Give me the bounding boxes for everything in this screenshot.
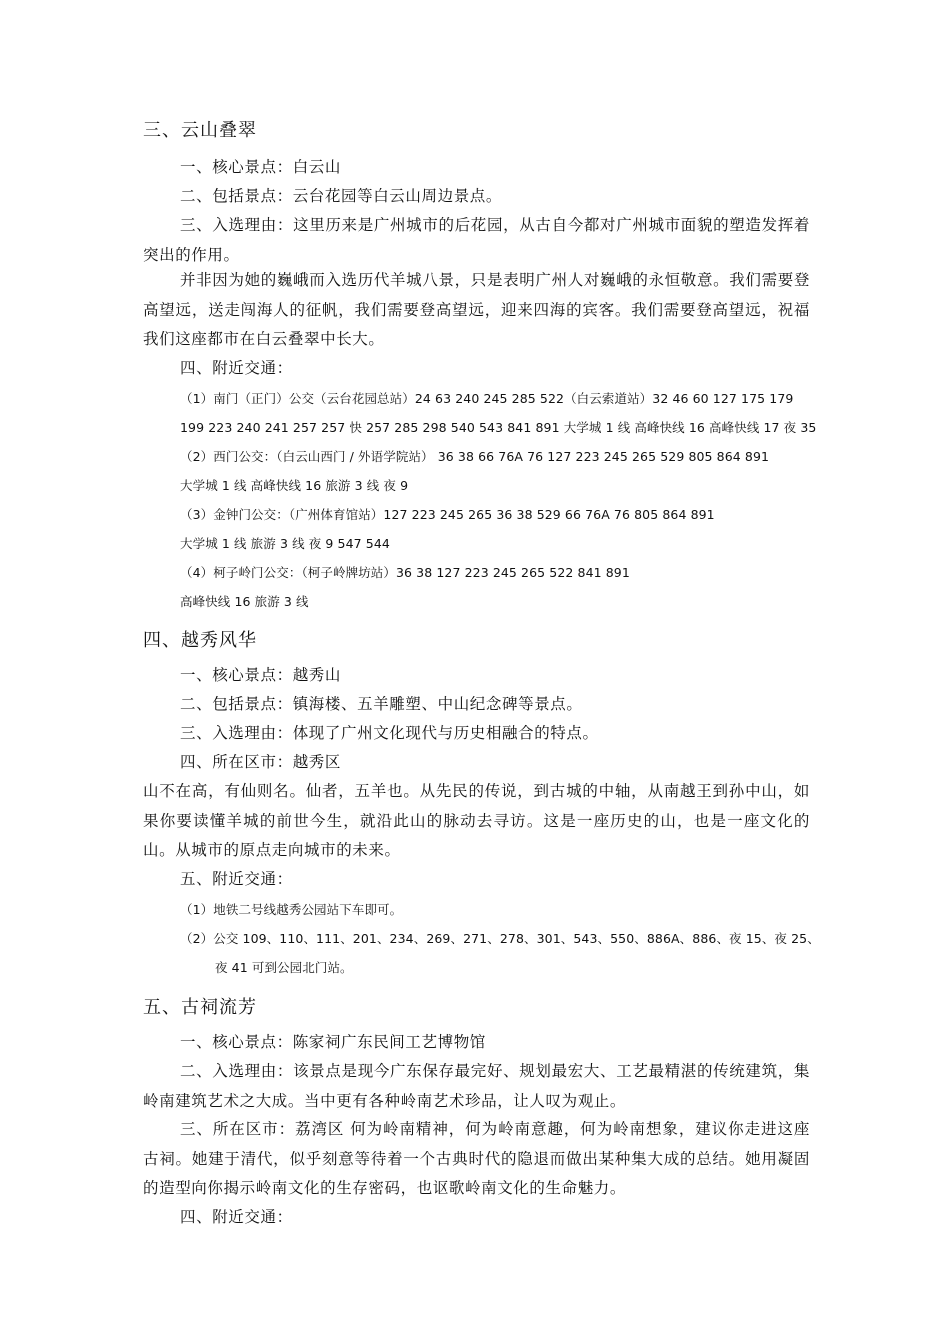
s3-traffic-line: （1）南门（正门）公交（云台花园总站）24 63 240 245 285 522（白云索道站）32 46 60 127 175 179 <box>180 391 794 406</box>
s3-traffic-line: 大学城 1 线 高峰快线 16 旅游 3 线 夜 9 <box>180 478 409 493</box>
s3-paragraph: 并非因为她的巍峨而入选历代羊城八景，只是表明广州人对巍峨的永恒敬意。我们需要登高望远，送走闯海人的征帆，我们需要登高望远，迎来四海的宾客。我们需要登高望远，祝福我们这座都市在白云叠翠中长大。 <box>143 271 810 348</box>
s3-traffic-line: （2）西门公交：（白云山西门 / 外语学院站） 36 38 66 76A 76 127 223 245 265 529 805 864 891 <box>180 449 770 464</box>
s4-include: 二、包括景点：镇海楼、五羊雕塑、中山纪念碑等景点。 <box>180 695 583 713</box>
s4-traffic-line: （1）地铁二号线越秀公园站下车即可。 <box>180 902 403 917</box>
s3-core: 一、核心景点：白云山 <box>180 158 342 176</box>
s3-traffic: 四、附近交通： <box>180 359 293 377</box>
s3-traffic-line: （3）金钟门公交：（广州体育馆站）127 223 245 265 36 38 529 66 76A 76 805 864 891 <box>180 507 715 522</box>
s4-traffic: 五、附近交通： <box>180 870 293 888</box>
s4-reason: 三、入选理由：体现了广州文化现代与历史相融合的特点。 <box>180 724 599 742</box>
s4-paragraph: 山不在高，有仙则名。仙者，五羊也。从先民的传说，到古城的中轴，从南越王到孙中山，如果你要读懂羊城的前世今生，就沿此山的脉动去寻访。这是一座历史的山，也是一座文化的山。从城市的原点走向城市的未来。 <box>143 782 810 859</box>
s3-traffic-line: 199 223 240 241 257 257 快 257 285 298 540 543 841 891 大学城 1 线 高峰快线 16 高峰快线 17 夜 35 <box>180 420 817 435</box>
s3-reason: 三、入选理由：这里历来是广州城市的后花园，从古自今都对广州城市面貌的塑造发挥着突出的作用。 <box>143 216 810 264</box>
s3-include: 二、包括景点：云台花园等白云山周边景点。 <box>180 187 503 205</box>
s5-district: 三、所在区市：荔湾区 何为岭南精神，何为岭南意趣，何为岭南想象，建议你走进这座古祠。她建于清代，似乎刻意等待着一个古典时代的隐退而做出某种集大成的总结。她用凝固的造型向你揭示岭南文化的生存密码，也讴歌岭南文化的生命魅力。 <box>143 1120 810 1197</box>
section-title-yunshan: 三、云山叠翠 <box>143 120 257 141</box>
s4-traffic-line: 夜 41 可到公园北门站。 <box>215 960 353 975</box>
s5-traffic: 四、附近交通： <box>180 1208 293 1226</box>
s4-core: 一、核心景点：越秀山 <box>180 666 342 684</box>
s5-core: 一、核心景点：陈家祠广东民间工艺博物馆 <box>180 1033 486 1051</box>
s3-traffic-line: （4）柯子岭门公交：（柯子岭牌坊站）36 38 127 223 245 265 522 841 891 <box>180 565 630 580</box>
section-title-yuexiu: 四、越秀风华 <box>143 630 257 651</box>
s5-reason: 二、入选理由：该景点是现今广东保存最完好、规划最宏大、工艺最精湛的传统建筑，集岭南建筑艺术之大成。当中更有各种岭南艺术珍品，让人叹为观止。 <box>143 1062 810 1110</box>
s4-district: 四、所在区市：越秀区 <box>180 753 342 771</box>
s4-traffic-line: （2）公交 109、110、111、201、234、269、271、278、301、543、550、886A、886、夜 15、夜 25、 <box>180 931 820 946</box>
s3-traffic-line: 高峰快线 16 旅游 3 线 <box>180 594 309 609</box>
section-title-gucimiao: 五、古祠流芳 <box>143 997 257 1018</box>
s3-traffic-line: 大学城 1 线 旅游 3 线 夜 9 547 544 <box>180 536 390 551</box>
